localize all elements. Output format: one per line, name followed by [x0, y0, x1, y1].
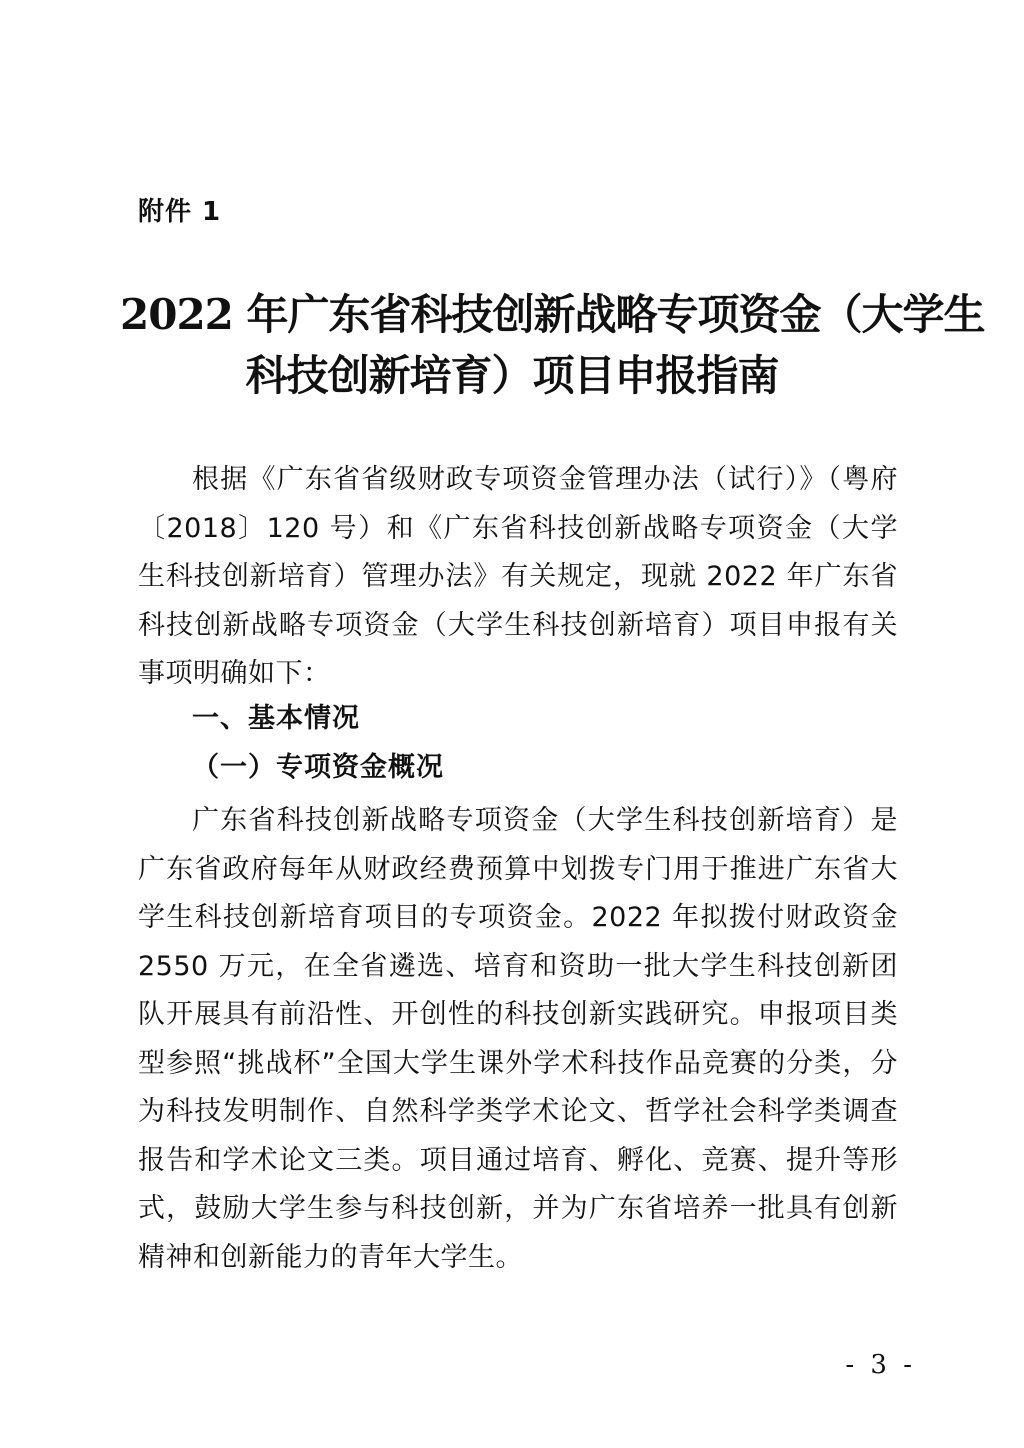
document-title-line-1: 2022 年广东省科技创新战略专项资金（大学生	[120, 290, 985, 339]
subsection-heading-fund-overview: （一）专项资金概况	[192, 752, 444, 783]
document-title-line-2: 科技创新培育）项目申报指南	[245, 351, 779, 400]
section-heading-basic-situation: 一、基本情况	[192, 703, 360, 734]
page-number: - 3 -	[845, 1350, 916, 1380]
attachment-label: 附件 1	[138, 197, 222, 227]
intro-paragraph: 根据《广东省省级财政专项资金管理办法（试行）》（粤府〔2018〕120 号）和《广东省科技创新战略专项资金（大学生科技创新培育）管理办法》有关规定，现就 2022 年广东省科技创新战略专项资金（大学生科技创新培育）项目申报有关事项明确如下：	[138, 464, 898, 689]
fund-overview-paragraph: 广东省科技创新战略专项资金（大学生科技创新培育）是广东省政府每年从财政经费预算中划拨专门用于推进广东省大学生科技创新培育项目的专项资金。2022 年拟拨付财政资金 2550 万元，在全省遴选、培育和资助一批大学生科技创新团队开展具有前沿性、开创性的科技创新实践研究。申报项目类型参照“挑战杯”全国大学生课外学术科技作品竞赛的分类，分为科技发明制作、自然科学类学术论文、哲学社会科学类调查报告和学术论文三类。项目通过培育、孵化、竞赛、提升等形式，鼓励大学生参与科技创新，并为广东省培养一批具有创新精神和创新能力的青年大学生。	[138, 805, 898, 1273]
